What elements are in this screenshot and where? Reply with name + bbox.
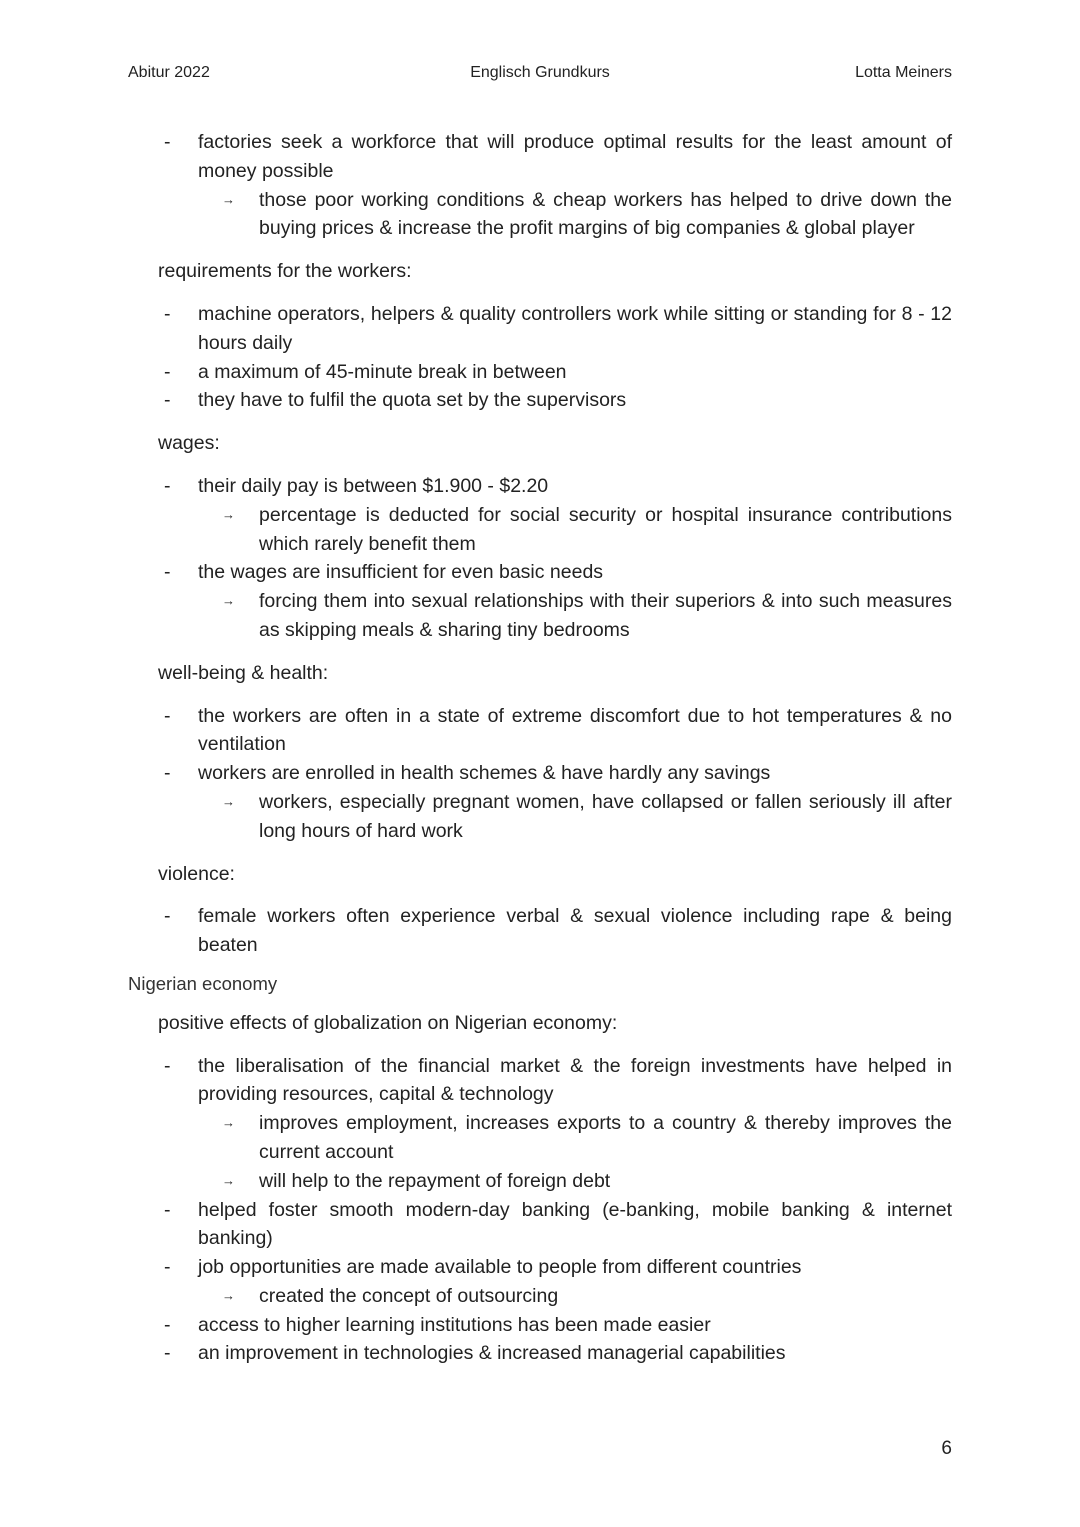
list-item xyxy=(128,759,952,845)
section-label-wellbeing: well-being & health: xyxy=(158,661,329,684)
sub-list xyxy=(198,501,952,559)
list-item-text: machine operators, helpers & quality controllers work while sitting or standing for 8 - 12 hours daily xyxy=(198,302,952,354)
arrow-icon: → xyxy=(222,1287,235,1303)
header-course: Englisch Grundkurs xyxy=(470,64,610,81)
list-item-text: the workers are often in a state of extreme discomfort due to hot temperatures & no ventilation xyxy=(198,704,952,756)
list-item-text: they have to fulfil the quota set by the supervisors xyxy=(198,389,627,412)
sub-list xyxy=(198,186,952,244)
section-label-requirements: requirements for the workers: xyxy=(158,260,412,283)
wellbeing-list xyxy=(128,702,952,846)
sub-list-item xyxy=(198,587,952,645)
sub-list-item-text: will help to the repayment of foreign debt xyxy=(259,1169,611,1192)
section-label-positive-effects: positive effects of globalization on Nigerian economy: xyxy=(158,1011,618,1034)
dash-bullet: - xyxy=(164,389,171,412)
arrow-icon: → xyxy=(222,506,235,522)
list-item xyxy=(128,558,952,644)
sub-list-item xyxy=(198,186,952,244)
dash-bullet: - xyxy=(164,1256,171,1279)
dash-bullet: - xyxy=(164,1313,171,1336)
arrow-icon: → xyxy=(222,1172,235,1188)
nigerian-list xyxy=(128,1052,952,1369)
sub-list xyxy=(198,1109,952,1195)
section-heading-nigerian-economy: Nigerian economy xyxy=(128,972,278,994)
list-item xyxy=(128,702,952,760)
dash-bullet: - xyxy=(164,905,171,928)
list-item xyxy=(128,1196,952,1254)
dash-bullet: - xyxy=(164,360,171,383)
header-exam: Abitur 2022 xyxy=(128,64,210,81)
list-item xyxy=(128,472,952,558)
section-label-wages: wages: xyxy=(158,432,220,455)
list-item xyxy=(128,1339,952,1368)
sub-list-item-text: workers, especially pregnant women, have collapsed or fallen seriously ill after long hours of hard work xyxy=(259,790,952,842)
arrow-icon: → xyxy=(222,793,235,809)
list-item xyxy=(128,358,952,387)
header-author: Lotta Meiners xyxy=(855,64,952,81)
dash-bullet: - xyxy=(164,302,171,325)
dash-bullet: - xyxy=(164,474,171,497)
sub-list-item xyxy=(198,1167,952,1196)
list-item-text: a maximum of 45-minute break in between xyxy=(198,360,567,383)
sub-list-item xyxy=(198,1282,952,1311)
sub-list-item xyxy=(198,1109,952,1167)
dash-bullet: - xyxy=(164,762,171,785)
violence-list xyxy=(128,902,952,960)
list-item-text: the liberalisation of the financial market & the foreign investments have helped in providing resources, capital & technology xyxy=(198,1054,952,1106)
sub-list-item-text: percentage is deducted for social security or hospital insurance contributions which rarely benefit them xyxy=(259,503,952,555)
dash-bullet: - xyxy=(164,704,171,727)
sub-list-item xyxy=(198,501,952,559)
list-item-text: job opportunities are made available to people from different countries xyxy=(198,1256,802,1279)
list-item-text: an improvement in technologies & increased managerial capabilities xyxy=(198,1342,786,1365)
dash-bullet: - xyxy=(164,1054,171,1077)
page-number: 6 xyxy=(941,1438,952,1459)
sub-list xyxy=(198,1282,952,1311)
sub-list-item-text: created the concept of outsourcing xyxy=(259,1284,559,1307)
list-item xyxy=(128,902,952,960)
dash-bullet: - xyxy=(164,561,171,584)
list-item xyxy=(128,128,952,243)
page-header xyxy=(128,64,952,88)
list-item xyxy=(128,300,952,358)
page-content xyxy=(128,128,952,1368)
list-item xyxy=(128,1052,952,1196)
dash-bullet: - xyxy=(164,1198,171,1221)
dash-bullet: - xyxy=(164,131,171,153)
sub-list-item-text: forcing them into sexual relationships with their superiors & into such measures as skipping meals & sharing tiny bedrooms xyxy=(259,590,952,641)
section-label-violence: violence: xyxy=(158,862,235,885)
sub-list-item-text: improves employment, increases exports to a country & thereby improves the current account xyxy=(259,1112,952,1163)
sub-list xyxy=(198,788,952,846)
list-item-text: access to higher learning institutions has been made easier xyxy=(198,1313,711,1336)
arrow-icon: → xyxy=(222,593,235,609)
sub-list-item-text: those poor working conditions & cheap workers has helped to drive down the buying prices & increase the profit margins of big companies & global player xyxy=(259,188,952,240)
sub-list xyxy=(198,587,952,645)
list-item-text: helped foster smooth modern-day banking (e-banking, mobile banking & internet banking) xyxy=(198,1198,952,1250)
wages-list xyxy=(128,472,952,645)
list-item-text: factories seek a workforce that will produce optimal results for the least amount of money possible xyxy=(198,131,952,182)
requirements-list xyxy=(128,300,952,415)
list-item xyxy=(128,1253,952,1311)
sub-list-item xyxy=(198,788,952,846)
list-item-text: the wages are insufficient for even basic needs xyxy=(198,561,604,584)
arrow-icon: → xyxy=(222,1115,235,1131)
list-item xyxy=(128,1311,952,1340)
intro-list xyxy=(128,128,952,243)
arrow-icon: → xyxy=(222,191,235,207)
list-item-text: female workers often experience verbal & sexual violence including rape & being beaten xyxy=(198,905,952,957)
list-item-text: their daily pay is between $1.900 - $2.20 xyxy=(198,474,549,497)
list-item xyxy=(128,386,952,415)
dash-bullet: - xyxy=(164,1342,171,1365)
list-item-text: workers are enrolled in health schemes & have hardly any savings xyxy=(198,762,771,785)
